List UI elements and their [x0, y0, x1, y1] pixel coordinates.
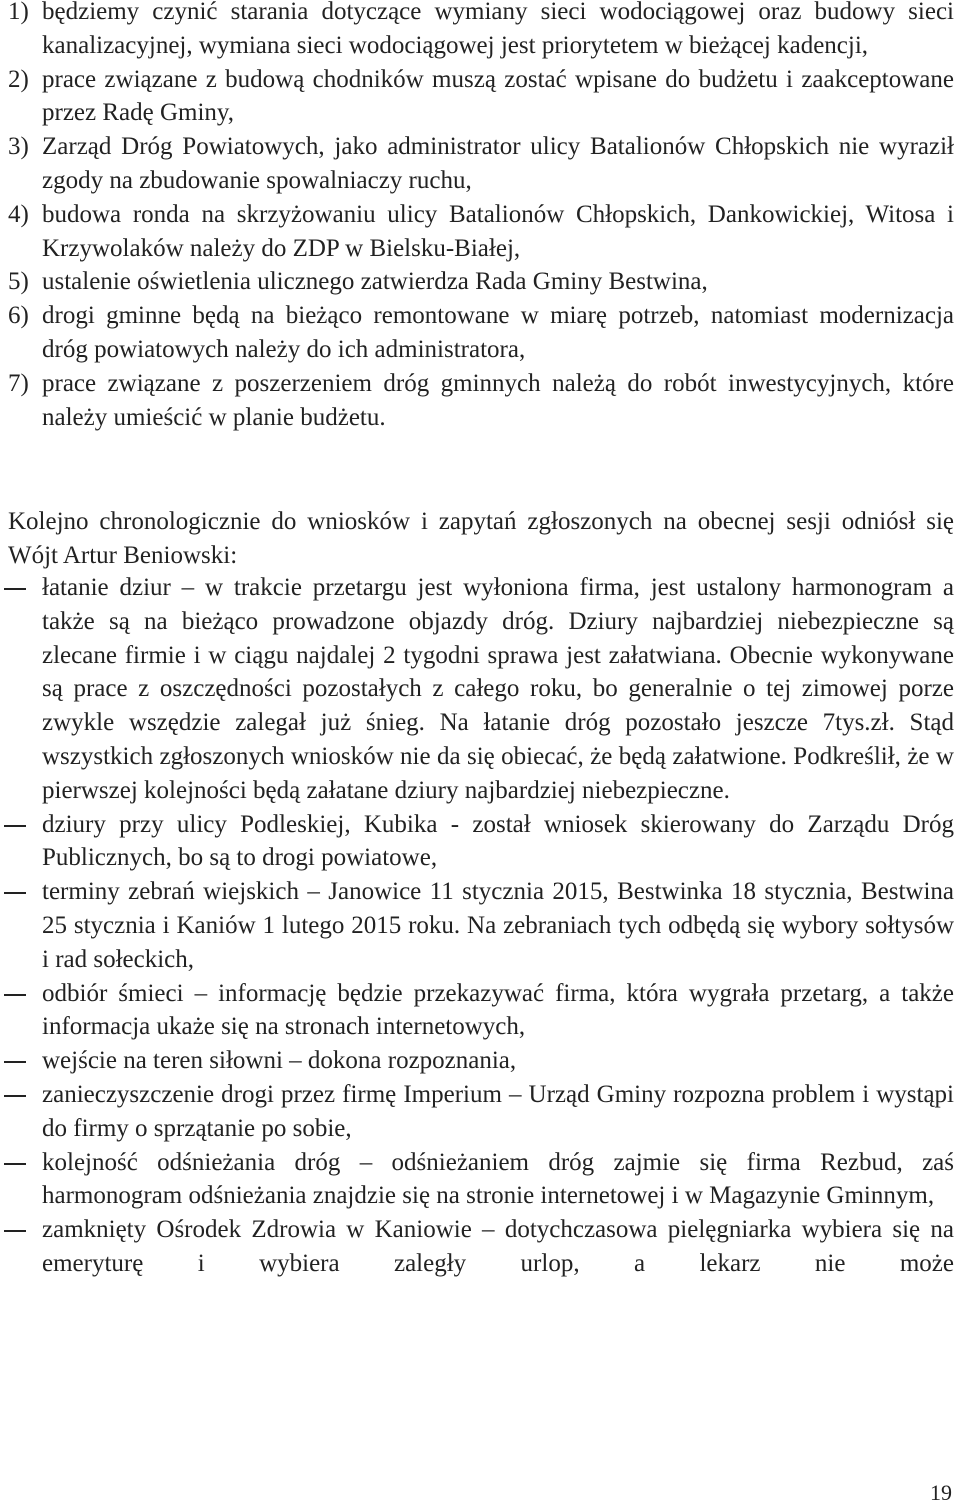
intro-paragraph: Kolejno chronologicznie do wniosków i zapytań zgłoszonych na obecnej sesji odniósł się Wójt Artur Beniowski: — [8, 508, 954, 569]
list-item — [8, 808, 954, 876]
item-text: będziemy czynić starania dotyczące wymiany sieci wodociągowej oraz budowy sieci kanalizacyjnej, wymiana sieci wodociągowej jest priorytetem w bieżącej kadencji, — [42, 0, 954, 59]
item-number: 3) — [8, 133, 29, 161]
item-text: prace związane z poszerzeniem dróg gminnych należą do robót inwestycyjnych, które należy umieścić w planie budżetu. — [42, 369, 954, 431]
item-text: prace związane z budową chodników muszą zostać wpisane do budżetu i zaakceptowane przez Radę Gminy, — [42, 65, 954, 127]
dash-bullet-icon — [4, 1163, 26, 1165]
item-number: 2) — [8, 65, 29, 93]
item-text: zanieczyszczenie drogi przez firmę Imperium – Urząd Gminy rozpozna problem i wystąpi do firmy o sprzątanie po sobie, — [42, 1080, 954, 1142]
list-item — [8, 1078, 954, 1146]
item-text: budowa ronda na skrzyżowaniu ulicy Batalionów Chłopskich, Dankowickiej, Witosa i Krzywolaków należy do ZDP w Bielsku-Białej, — [42, 200, 954, 262]
dash-bullet-icon — [4, 1230, 26, 1232]
dash-bullet-icon — [4, 588, 26, 590]
item-text: łatanie dziur – w trakcie przetargu jest wyłoniona firma, jest ustalony harmonogram a także są na bieżąco prowadzone objazdy dróg. Dziury najbardziej niebezpieczne są zlecane firmie i w ciągu najdalej 2 tygodni sprawa jest załatwiana. Obecnie wykonywane są prace z oszczędności pozostałych z całego roku, bo generalnie o tej zimowej porze zwykle wszędzie zalegał już śnieg. Na łatanie dróg pozostało jeszcze 7tys.zł. Stąd wszystkich zgłoszonych wniosków nie da się obiecać, że będą załatwione. Podkreślił, że w pierwszej kolejności będą załatane dziury najbardziej niebezpieczne. — [42, 574, 954, 804]
list-item — [8, 1146, 954, 1214]
item-number: 1) — [8, 0, 29, 25]
page-number: 19 — [930, 1480, 952, 1505]
list-item — [8, 367, 954, 435]
list-item — [8, 130, 954, 198]
item-number: 6) — [8, 302, 29, 330]
dash-bullet-icon — [4, 892, 26, 894]
item-text: zamknięty Ośrodek Zdrowia w Kaniowie – dotychczasowa pielęgniarka wybiera się na emeryturę i wybiera zaległy urlop, a lekarz nie może — [42, 1216, 954, 1277]
item-number: 4) — [8, 200, 29, 228]
dash-bullet-icon — [4, 1095, 26, 1097]
item-text: wejście na teren siłowni – dokona rozpoznania, — [42, 1047, 517, 1075]
item-text: Zarząd Dróg Powiatowych, jako administrator ulicy Batalionów Chłopskich nie wyraził zgody na zbudowanie spowalniaczy ruchu, — [42, 133, 954, 194]
dash-bullet-icon — [4, 825, 26, 827]
item-text: drogi gminne będą na bieżąco remontowane w miarę potrzeb, natomiast modernizacja dróg powiatowych należy do ich administratora, — [42, 302, 954, 363]
item-text: terminy zebrań wiejskich – Janowice 11 stycznia 2015, Bestwinka 18 stycznia, Bestwina 25 stycznia i Kaniów 1 lutego 2015 roku. Na zebraniach tych odbędą się wybory sołtysów i rad sołeckich, — [42, 878, 954, 973]
item-text: ustalenie oświetlenia ulicznego zatwierdza Rada Gminy Bestwina, — [42, 268, 708, 296]
item-text: odbiór śmieci – informację będzie przekazywać firma, która wygrała przetarg, a także informacja ukaże się na stronach internetowych, — [42, 979, 954, 1041]
list-item — [8, 265, 954, 299]
list-item — [8, 875, 954, 976]
dash-bullet-icon — [4, 1061, 26, 1063]
numbered-list — [8, 0, 954, 434]
list-item — [8, 571, 954, 808]
item-text: kolejność odśnieżania dróg – odśnieżaniem dróg zajmie się firma Rezbud, zaś harmonogram odśnieżania znajdzie się na stronie internetowej i w Magazynie Gminnym, — [42, 1148, 954, 1210]
list-item — [8, 1044, 954, 1078]
list-item — [8, 299, 954, 367]
dash-bullet-icon — [4, 994, 26, 996]
item-number: 7) — [8, 369, 29, 397]
list-item — [8, 0, 954, 63]
list-item — [8, 977, 954, 1045]
dash-list — [8, 571, 954, 1281]
list-item — [8, 63, 954, 131]
list-item — [8, 198, 954, 266]
item-number: 5) — [8, 268, 29, 296]
item-text: dziury przy ulicy Podleskiej, Kubika - został wniosek skierowany do Zarządu Dróg Publicznych, bo są to drogi powiatowe, — [42, 810, 954, 872]
list-item — [8, 1213, 954, 1281]
